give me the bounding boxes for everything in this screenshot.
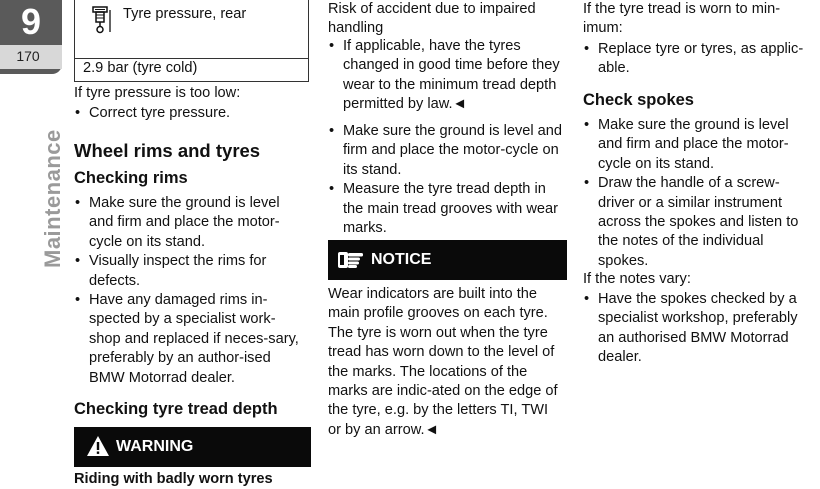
list-item: • Have any damaged rims in-spected by a specialist work-shop and replaced if neces-sary, preferably by an author-ised BMW Motorrad dealer. <box>75 292 299 386</box>
rims-heading: Checking rims <box>74 169 188 187</box>
chapter-tab <box>0 0 65 489</box>
vary-intro: If the notes vary: <box>583 271 691 287</box>
notice-label: NOTICE <box>371 251 432 268</box>
risk-steps <box>328 37 564 115</box>
list-item: • Have the spokes checked by a specialist workshop, preferably an authorised BMW Motorrad dealer. <box>584 291 798 366</box>
worn-intro: If the tyre tread is worn to min-imum: <box>583 1 781 37</box>
warning-triangle-icon <box>86 435 110 462</box>
list-item: • Make sure the ground is level and firm and place the motor-cycle on its stand. <box>329 123 563 178</box>
low-pressure-intro: If tyre pressure is too low: <box>74 85 241 101</box>
spec-table <box>74 0 309 82</box>
spec-value: 2.9 bar (tyre cold) <box>83 60 198 76</box>
tread-heading: Checking tyre tread depth <box>74 400 278 418</box>
spokes-heading: Check spokes <box>583 91 694 109</box>
vary-steps <box>583 290 817 368</box>
notice-text: Wear indicators are built into the main profile grooves on each tyre. The tyre is worn out when the tyre tread has worn down to the level of the marks. The locations of the marks are indic-ated on the edge of the tyre, e.g. by the letters TI, TWI or by an arrow.◄ <box>328 286 558 438</box>
list-item: • Draw the handle of a screw-driver or a similar instrument across the spokes and listen to the notes of the individual spokes. <box>584 175 799 269</box>
spec-label-row <box>75 0 308 59</box>
section-label: Maintenance <box>40 129 65 268</box>
spec-label: Tyre pressure, rear <box>123 6 247 22</box>
list-item: • Make sure the ground is level and firm and place the motor-cycle on its stand. <box>75 195 280 250</box>
rims-steps <box>74 194 306 388</box>
warning-bar <box>74 427 311 467</box>
warning-label: WARNING <box>116 438 194 455</box>
worn-steps <box>583 40 817 79</box>
spec-value-row <box>75 58 308 81</box>
tyre-pressure-gauge-icon <box>91 6 113 39</box>
chapter-number: 9 <box>20 1 42 42</box>
list-item: • Make sure the ground is level and firm and place the motor-cycle on its stand. <box>584 117 789 172</box>
page-number: 170 <box>16 48 40 64</box>
warning-headline: Riding with badly worn tyres <box>74 471 273 487</box>
list-item: • Measure the tyre tread depth in the main tread grooves with wear marks. <box>329 181 558 237</box>
spokes-steps <box>583 116 813 271</box>
section-heading: Wheel rims and tyres <box>74 140 261 161</box>
risk-line: Risk of accident due to impaired handling <box>328 1 536 37</box>
list-item: • Replace tyre or tyres, as applic-able. <box>584 41 804 77</box>
list-item: • Correct tyre pressure. <box>75 105 231 121</box>
low-pressure-list <box>74 104 312 123</box>
list-item: • Visually inspect the rims for defects. <box>75 253 267 289</box>
list-item: • If applicable, have the tyres changed in good time before they wear to the minimum tread depth permitted by law.◄ <box>329 38 560 113</box>
notice-bar <box>328 240 567 280</box>
tread-steps <box>328 122 564 238</box>
hand-pointer-icon <box>337 250 365 275</box>
